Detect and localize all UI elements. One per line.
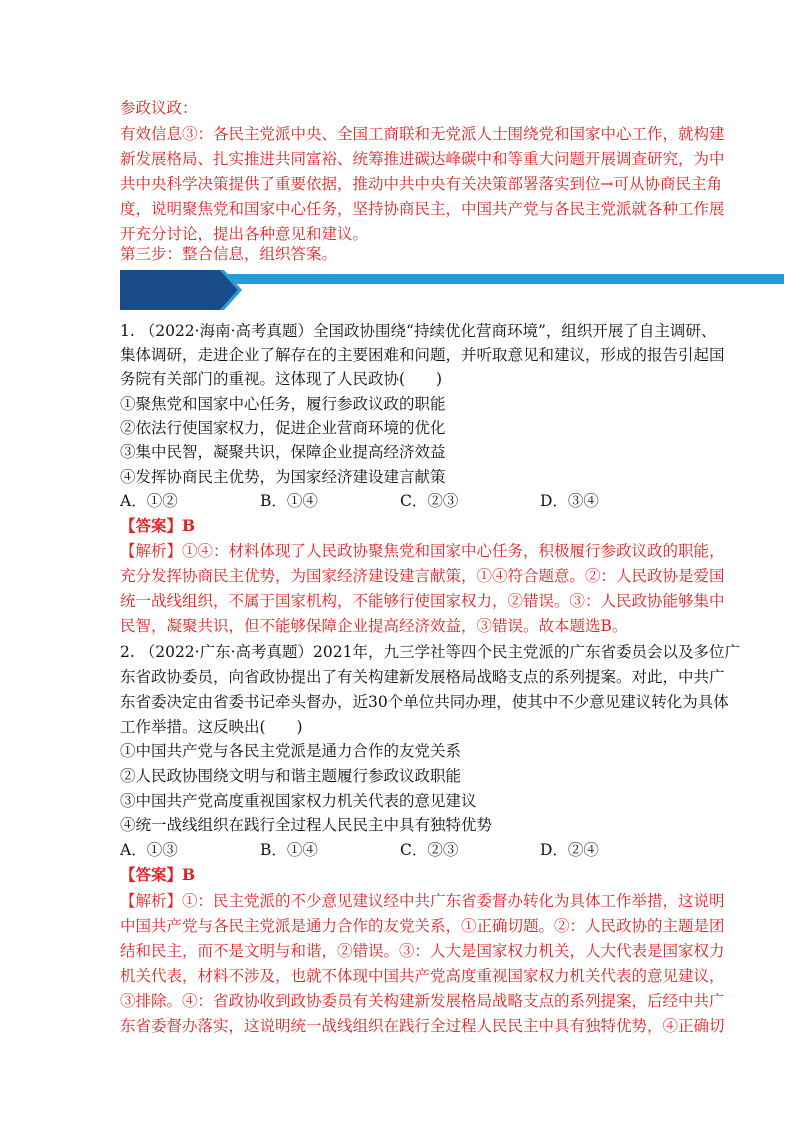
analysis-info-line: 度，说明聚焦党和国家中心任务，坚持协商民主，中国共产党与各民主党派就各种工作展 bbox=[120, 200, 725, 218]
q2-option-a: A．①③ bbox=[120, 841, 178, 859]
q1-option-a: A．①② bbox=[120, 492, 178, 510]
q2-item: ②人民政协围绕文明与和谐主题履行参政议政职能 bbox=[120, 767, 462, 785]
q1-answer: 【答案】B bbox=[120, 516, 196, 535]
q1-stem-line: 务院有关部门的重视。这体现了人民政协( ) bbox=[120, 370, 443, 388]
section-banner bbox=[120, 270, 784, 310]
q2-item: ①中国共产党与各民主党派是通力合作的友党关系 bbox=[120, 742, 462, 760]
q1-option-c: C．②③ bbox=[400, 492, 459, 510]
q2-explanation-line: 机关代表，材料不涉及，也就不体现中国共产党高度重视国家权力机关代表的意见建议， bbox=[120, 967, 725, 985]
q1-item: ②依法行使国家权力，促进企业营商环境的优化 bbox=[120, 419, 446, 437]
q2-option-c: C．②③ bbox=[400, 841, 459, 859]
q2-item: ④统一战线组织在践行全过程人民民主中具有独特优势 bbox=[120, 816, 493, 834]
analysis-info-line: 开充分讨论，提出各种意见和建议。 bbox=[120, 225, 369, 243]
q2-item: ③中国共产党高度重视国家权力机关代表的意见建议 bbox=[120, 792, 477, 810]
q2-explanation-line: 东省委督办落实，这说明统一战线组织在践行全过程人民民主中具有独特优势，④正确切 bbox=[120, 1017, 725, 1035]
analysis-step3: 第三步：整合信息，组织答案。 bbox=[120, 245, 338, 263]
q1-item: ③集中民智，凝聚共识，保障企业提高经济效益 bbox=[120, 443, 446, 461]
q1-explanation-line: 充分发挥协商民主优势，为国家经济建设建言献策，①④符合题意。②：人民政协是爱国 bbox=[120, 567, 725, 585]
q2-explanation-line: 中国共产党与各民主党派是通力合作的友党关系，①正确切题。②：人民政协的主题是团 bbox=[120, 917, 725, 935]
analysis-info-line: 有效信息③：各民主党派中央、全国工商联和无党派人士围绕党和国家中心工作，就构建 bbox=[120, 125, 725, 143]
q1-explanation-line: 【解析】①④：材料体现了人民政协聚焦党和国家中心任务，积极履行参政议政的职能， bbox=[120, 542, 725, 560]
q2-stem-line: 东省委决定由省委书记牵头督办，近30个单位共同办理，使其中不少意见建议转化为具体 bbox=[120, 693, 729, 711]
q1-explanation-line: 统一战线组织，不属于国家机构，不能够行使国家权力，②错误。③：人民政协能够集中 bbox=[120, 592, 725, 610]
q2-stem-line: 东省政协委员，向省政协提出了有关构建新发展格局战略支点的系列提案。对此，中共广 bbox=[120, 668, 725, 686]
analysis-info-line: 新发展格局、扎实推进共同富裕、统筹推进碳达峰碳中和等重大问题开展调查研究，为中 bbox=[120, 150, 725, 168]
q1-item: ①聚焦党和国家中心任务，履行参政议政的职能 bbox=[120, 395, 446, 413]
analysis-info-line: 共中央科学决策提供了重要依据，推动中共中央有关决策部署落实到位→可从协商民主角 bbox=[120, 175, 722, 193]
q2-answer: 【答案】B bbox=[120, 865, 196, 884]
q1-stem-line: 集体调研，走进企业了解存在的主要困难和问题，并听取意见和建议，形成的报告引起国 bbox=[120, 346, 725, 364]
q2-stem-line: 2. （2022·广东·高考真题）2021年，九三学社等四个民主党派的广东省委员会以及多位广 bbox=[120, 643, 740, 661]
q2-explanation-line: ③排除。④：省政协收到政协委员有关构建新发展格局战略支点的系列提案，后经中共广 bbox=[120, 992, 725, 1010]
q1-stem-line: 1. （2022·海南·高考真题）全国政协围绕“持续优化营商环境”，组织开展了自主调研、 bbox=[120, 322, 717, 340]
q2-option-b: B．①④ bbox=[260, 841, 318, 859]
section-title: 真题感悟 bbox=[130, 279, 223, 304]
q1-explanation-line: 民智，凝聚共识，但不能够保障企业提高经济效益，③错误。故本题选B。 bbox=[120, 617, 628, 635]
q1-item: ④发挥协商民主优势，为国家经济建设建言献策 bbox=[120, 468, 446, 486]
q2-option-d: D．②④ bbox=[540, 841, 599, 859]
analysis-label: 参政议政： bbox=[120, 99, 198, 117]
q2-explanation-line: 【解析】①：民主党派的不少意见建议经中共广东省委督办转化为具体工作举措，这说明 bbox=[120, 892, 725, 910]
q1-option-b: B．①④ bbox=[260, 492, 318, 510]
q1-option-d: D．③④ bbox=[540, 492, 599, 510]
q2-explanation-line: 结和民主，而不是文明与和谐，②错误。③：人大是国家权力机关，人大代表是国家权力 bbox=[120, 942, 725, 960]
q2-stem-line: 工作举措。这反映出( ) bbox=[120, 718, 303, 736]
